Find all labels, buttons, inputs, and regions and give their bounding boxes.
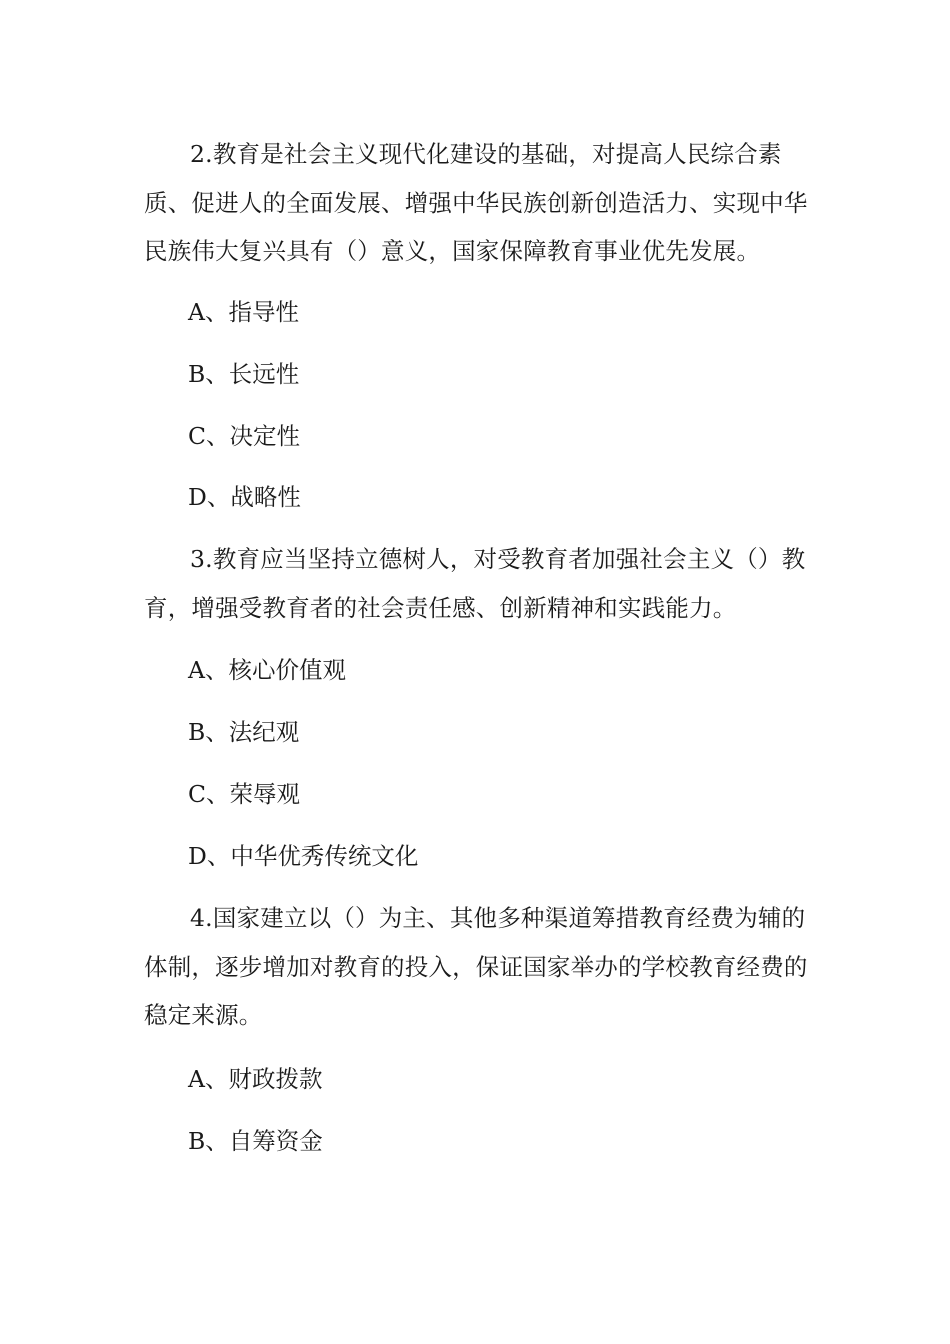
question-4-option-b: B、自筹资金	[188, 1127, 323, 1155]
question-4-stem: 4.国家建立以（）为主、其他多种渠道筹措教育经费为辅的体制，逐步增加对教育的投入，保证国家举办的学校教育经费的稳定来源。	[144, 904, 808, 1029]
question-3-option-b: B、法纪观	[188, 718, 300, 746]
question-4-option-a: A、财政拨款	[188, 1065, 323, 1093]
question-2-option-b: B、长远性	[188, 360, 300, 388]
question-3-stem: 3.教育应当坚持立德树人，对受教育者加强社会主义（）教育，增强受教育者的社会责任感、创新精神和实践能力。	[144, 545, 806, 622]
question-3-option-d: D、中华优秀传统文化	[188, 842, 419, 870]
question-2-option-a: A、指导性	[188, 298, 299, 326]
question-2-option-c: C、决定性	[188, 422, 300, 450]
question-3-option-a: A、核心价值观	[188, 656, 346, 684]
question-2-option-d: D、战略性	[188, 483, 301, 511]
question-2-stem: 2.教育是社会主义现代化建设的基础，对提高人民综合素质、促进人的全面发展、增强中华民族创新创造活力、实现中华民族伟大复兴具有（）意义，国家保障教育事业优先发展。	[144, 140, 808, 265]
question-3-option-c: C、荣辱观	[188, 780, 300, 808]
